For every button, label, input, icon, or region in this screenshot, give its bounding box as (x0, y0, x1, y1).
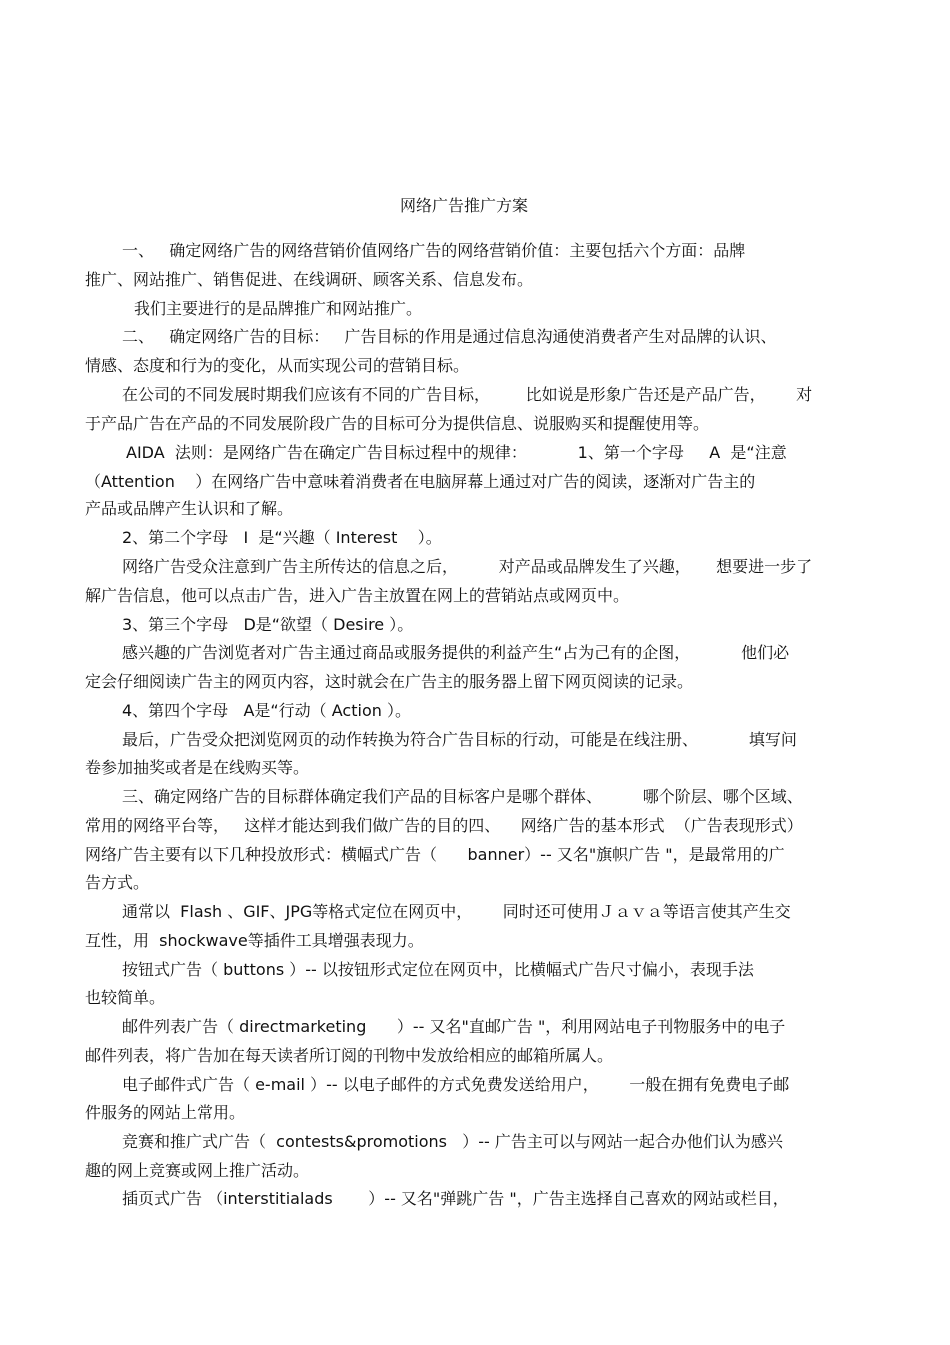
text-line: AIDA 法则：是网络广告在确定广告目标过程中的规律： 1、第一个字母 A 是“注意 (126, 443, 787, 462)
document-title: 网络广告推广方案 (400, 196, 529, 215)
text-line: 最后，广告受众把浏览网页的动作转换为符合广告目标的行动，可能是在线注册、 填写问 (122, 730, 797, 749)
text-line: 二、 确定网络广告的目标： 广告目标的作用是通过信息沟通使消费者产生对品牌的认识、 (122, 327, 777, 346)
text-line: 件服务的网站上常用。 (85, 1103, 246, 1122)
text-line: 产品或品牌产生认识和了解。 (85, 499, 294, 518)
text-line: 感兴趣的广告浏览者对广告主通过商品或服务提供的利益产生“占为己有的企图， 他们必 (122, 643, 790, 662)
text-line: 4、第四个字母 A是“行动（ Action ）。 (122, 701, 411, 720)
text-line: 2、第二个字母 I 是“兴趣（ Interest ）。 (122, 528, 442, 547)
text-line: 插页式广告 （interstitialads ）-- 又名"弹跳广告 "，广告主选择自己喜欢的网站或栏目， (122, 1189, 789, 1208)
text-line: （Attention ）在网络广告中意味着消费者在电脑屏幕上通过对广告的阅读，逐渐对广告主的 (85, 472, 756, 491)
text-line: 3、第三个字母 D是“欲望（ Desire ）。 (122, 615, 414, 634)
text-line: 我们主要进行的是品牌推广和网站推广。 (134, 299, 423, 318)
text-line: 趣的网上竞赛或网上推广活动。 (85, 1161, 310, 1180)
text-line: 一、 确定网络广告的网络营销价值网络广告的网络营销价值：主要包括六个方面：品牌 (122, 241, 746, 260)
text-line: 情感、态度和行为的变化，从而实现公司的营销目标。 (85, 356, 470, 375)
text-line: 竞赛和推广式广告（ contests&promotions ）-- 广告主可以与网站一起合办他们认为感兴 (122, 1132, 783, 1151)
text-line: 电子邮件式广告（ e-mail ）-- 以电子邮件的方式免费发送给用户， 一般在拥有免费电子邮 (122, 1075, 790, 1094)
text-line: 网络广告受众注意到广告主所传达的信息之后， 对产品或品牌发生了兴趣， 想要进一步了 (122, 557, 813, 576)
text-line: 三、确定网络广告的目标群体确定我们产品的目标客户是哪个群体、 哪个阶层、哪个区域、 (122, 787, 803, 806)
text-line: 网络广告主要有以下几种投放形式：横幅式广告（ banner）-- 又名"旗帜广告 "，是最常用的广 (85, 845, 785, 864)
text-line: 按钮式广告（ buttons ）-- 以按钮形式定位在网页中，比横幅式广告尺寸偏小，表现手法 (122, 960, 754, 979)
text-line: 也较简单。 (85, 988, 166, 1007)
text-line: 邮件列表广告（ directmarketing ）-- 又名"直邮广告 "，利用网站电子刊物服务中的电子 (122, 1017, 786, 1036)
text-line: 定会仔细阅读广告主的网页内容，这时就会在广告主的服务器上留下网页阅读的记录。 (85, 672, 694, 691)
text-line: 邮件列表，将广告加在每天读者所订阅的刊物中发放给相应的邮箱所属人。 (85, 1046, 614, 1065)
text-line: 卷参加抽奖或者是在线购买等。 (85, 758, 310, 777)
text-line: 于产品广告在产品的不同发展阶段广告的目标可分为提供信息、说服购买和提醒使用等。 (85, 414, 710, 433)
text-line: 解广告信息，他可以点击广告，进入广告主放置在网上的营销站点或网页中。 (85, 586, 630, 605)
text-line: 通常以 Flash 、GIF、JPG等格式定位在网页中， 同时还可使用Ｊａｖａ等语言使其产生交 (122, 902, 791, 921)
text-line: 告方式。 (85, 873, 150, 892)
text-line: 在公司的不同发展时期我们应该有不同的广告目标， 比如说是形象广告还是产品广告， 对 (122, 385, 813, 404)
text-line: 推广、网站推广、销售促进、在线调研、顾客关系、信息发布。 (85, 270, 534, 289)
text-line: 互性，用 shockwave等插件工具增强表现力。 (85, 931, 424, 950)
text-line: 常用的网络平台等， 这样才能达到我们做广告的目的四、 网络广告的基本形式 （广告表现形式） (85, 816, 803, 835)
